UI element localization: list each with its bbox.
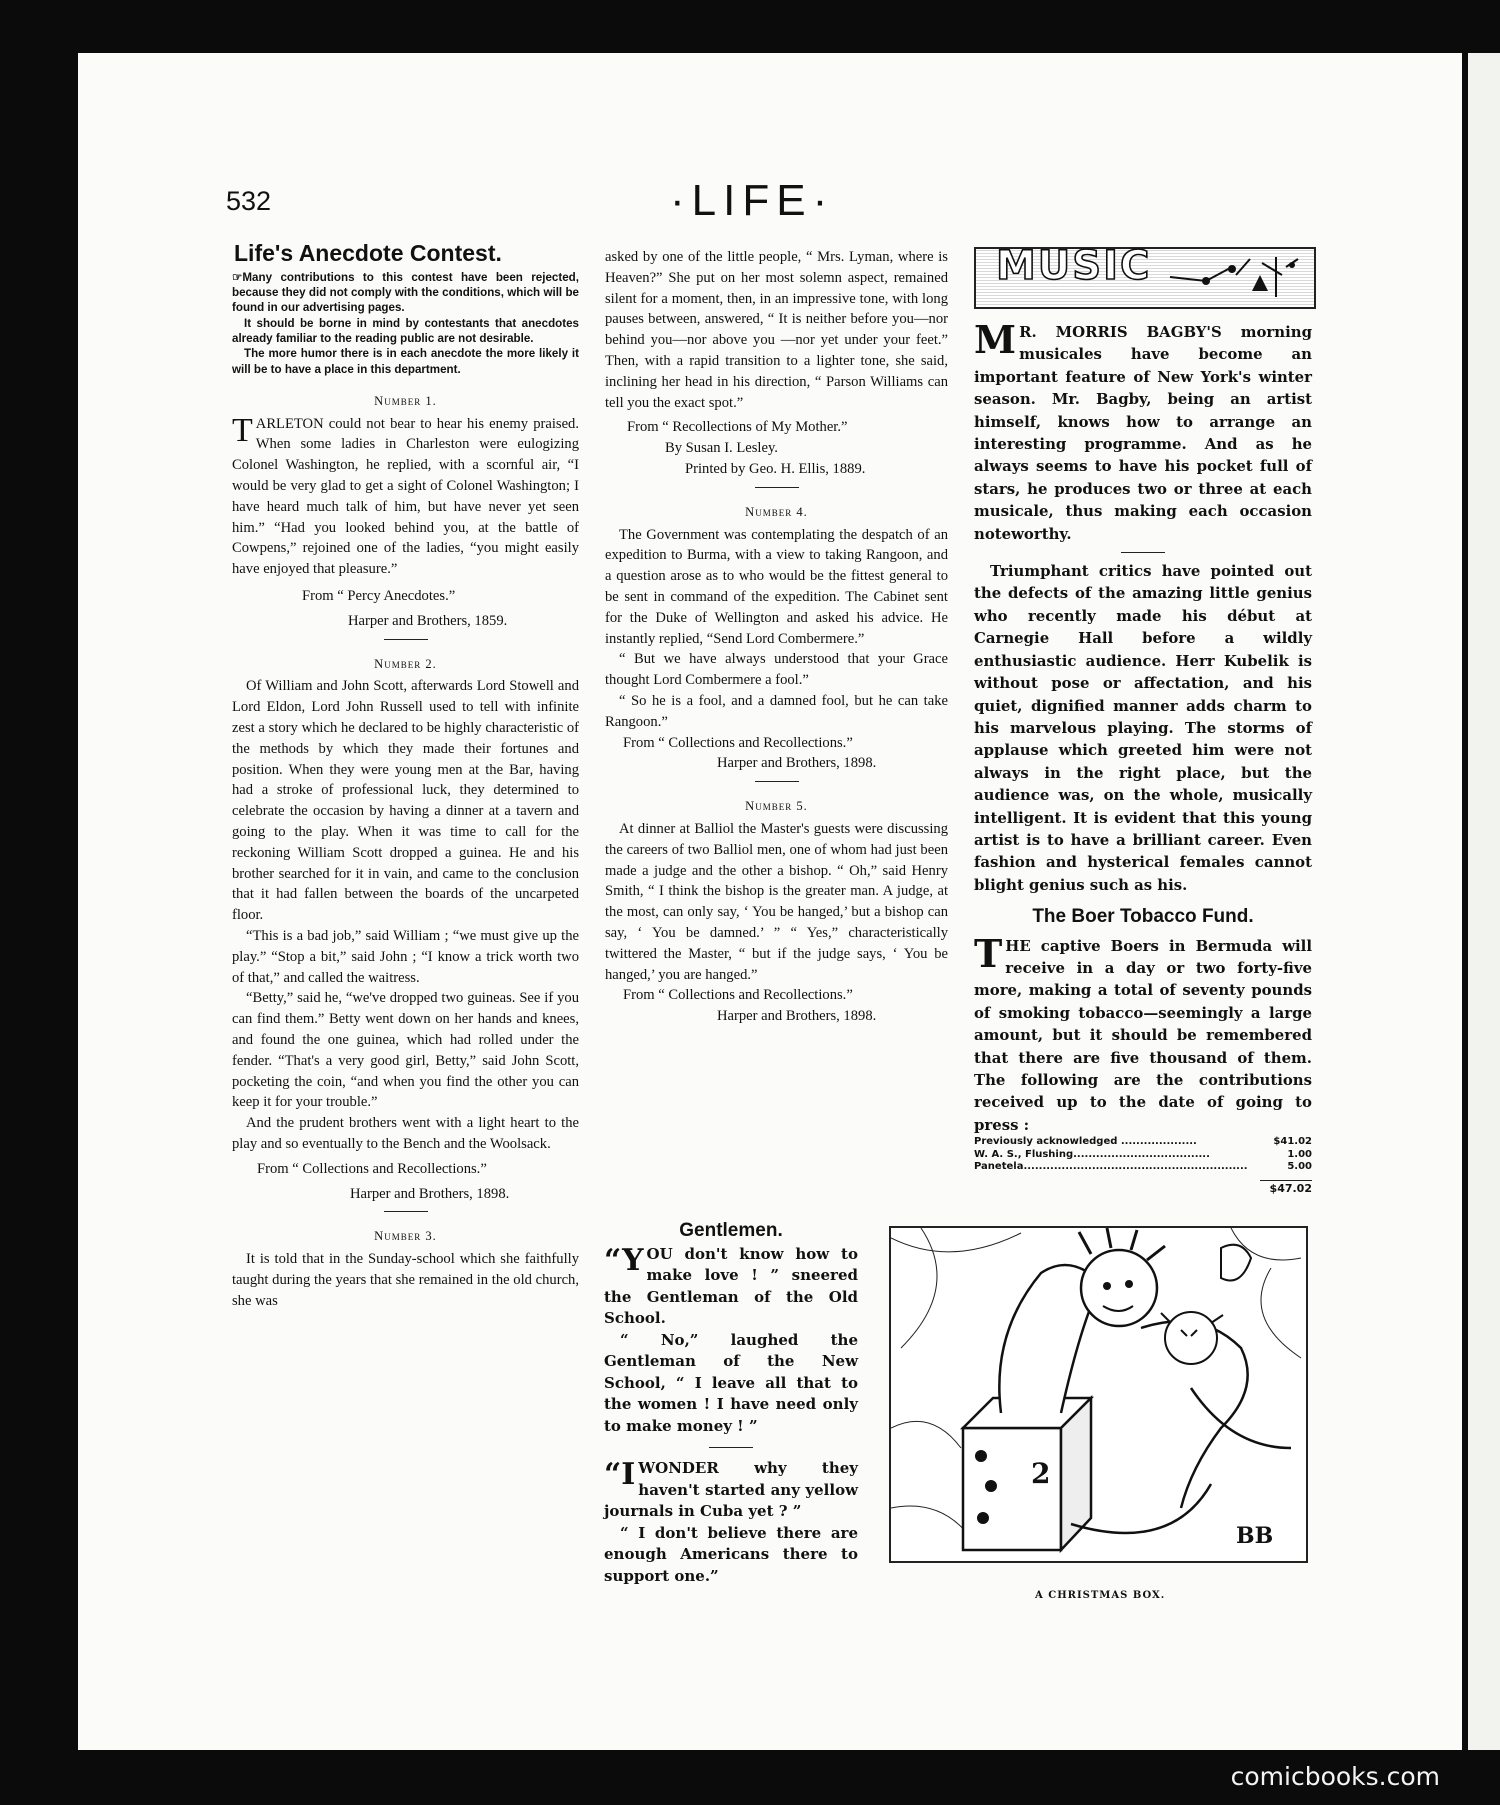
- notice-paragraph: The more humor there is in each anecdote the more likely it will be to have a place in this department.: [232, 347, 579, 376]
- publisher-line: Harper and Brothers, 1859.: [348, 612, 508, 629]
- ledger-amount: 1.00: [1287, 1148, 1312, 1160]
- anecdote-4-paragraph: The Government was contemplating the despatch of an expedition to Burma, with a view to taking Rangoon, and a question arose as to who would be the fittest general to be sent in command of the expedition. The Cabinet sent for the Duke of Wellington and asked his advice. He instantly replied, “Send Lord Combermere.”: [605, 526, 948, 647]
- divider: [709, 1447, 753, 1448]
- cuba-paragraph: [604, 1458, 858, 1523]
- boer-fund-title: The Boer Tobacco Fund.: [1032, 906, 1254, 928]
- anecdote-5-paragraph: At dinner at Balliol the Master's guests were discussing the careers of two Balliol men, one of whom had just been made a judge and the other a bishop. “ Oh,” said Henry Smith, “ I think the bishop is the greater man. A judge, at the most, can only say, ‘ You be hanged,’ but a bishop can say, ‘ You be damned.’ ” “ Yes,” characteristically twittered the Master, “ but if the judge says, ‘ You be hanged,’ you are hanged.”: [605, 820, 948, 983]
- ledger-total: $47.02: [1260, 1180, 1312, 1196]
- anecdote-2-paragraph: “This is a bad job,” said William ; “we must give up the play.” “Stop a bit,” said John ; “I know a trick worth two of that,” and called the waitress.: [232, 928, 579, 986]
- number-3-heading: Number 3.: [374, 1229, 437, 1244]
- anecdote-3-paragraph: It is told that in the Sunday-school which she faithfully taught during the years that she remained in the old church, she was: [232, 1251, 579, 1309]
- anecdote-column-2: [605, 247, 948, 1027]
- music-text: R. MORRIS BAGBY'S morning musicales have become an important feature of New York's winter season. Mr. Bagby, being an artist himself, knows how to arrange an interesting programme. And as he always seems to have his pocket full of stars, he produces two or three at each musicale, thus making each occasion noteworthy.: [974, 323, 1312, 543]
- divider: [755, 781, 799, 782]
- masthead: ·LIFE·: [670, 176, 835, 225]
- cartoon-caption: A CHRISTMAS BOX.: [1035, 1590, 1166, 1601]
- contribution-ledger: [974, 1136, 1312, 1195]
- site-watermark: comicbooks.com: [1230, 1762, 1440, 1791]
- number-1-heading: Number 1.: [374, 393, 437, 408]
- contest-notice: [232, 270, 579, 377]
- number-4-heading: Number 4.: [745, 504, 808, 519]
- notice-paragraph: ☞Many contributions to this contest have been rejected, because they did not comply with the conditions, which will be found in our advertising pages.: [232, 270, 579, 315]
- boer-text: HE captive Boers in Bermuda will receive in a day or two forty-five more, making a total of seventy pounds of smoking tobacco—seemingly a large amount, but it should be remembered that there are five thousand of them. The following are the contributions received up to the date of going to press :: [974, 936, 1312, 1134]
- music-column: [974, 243, 1312, 1195]
- drop-cap: T: [974, 930, 1003, 976]
- cartoon-illustration: [891, 1228, 1306, 1561]
- drop-cap: “Y: [604, 1242, 644, 1278]
- ledger-label: W. A. S., Flushing....................................: [974, 1148, 1210, 1160]
- source-line: From “ Recollections of My Mother.”: [627, 419, 848, 436]
- anecdote-4-paragraph: “ So he is a fool, and a damned fool, but he can take Rangoon.”: [605, 692, 948, 730]
- anecdote-2-paragraph: “Betty,” said he, “we've dropped two guineas. See if you can find them.” Betty went down on her hands and knees, and found the one guinea, which had rolled under the fender. “That's a very good girl, Betty,” said John Scott, pocketing the coin, “and when you find the other you can keep it for your trouble.”: [232, 990, 579, 1111]
- publisher-line: Printed by Geo. H. Ellis, 1889.: [685, 460, 866, 477]
- divider: [755, 487, 799, 488]
- ledger-row: [974, 1136, 1312, 1149]
- ledger-row: [974, 1149, 1312, 1162]
- divider: [384, 639, 428, 640]
- gentlemen-text: OU don't know how to make love ! ” sneered the Gentleman of the Old School.: [604, 1244, 858, 1327]
- gentlemen-title: Gentlemen.: [679, 1220, 783, 1241]
- notice-paragraph: It should be borne in mind by contestants that anecdotes already familiar to the reading public are not desirable.: [232, 316, 579, 345]
- divider: [384, 1211, 428, 1212]
- music-paragraph: Triumphant critics have pointed out the defects of the amazing little genius who recently made his début at Carnegie Hall before a wildly enthusiastic audience. Herr Kubelik is without pose or affectation, and his quiet, dignified manner adds charm to his marvelous playing. The storms of applause which greeted him were not always in the right place, but the audience was, on the whole, musically intelligent. It is evident that this young artist is to have a brilliant career. Even fashion and hysterical females cannot blight genius such as his.: [974, 562, 1312, 894]
- source-line: From “ Collections and Recollections.”: [623, 987, 853, 1004]
- ledger-row: [974, 1161, 1312, 1174]
- anecdote-2-paragraph: And the prudent brothers went with a light heart to the play and so eventually to the Bench and the Woolsack.: [232, 1115, 579, 1152]
- anecdote-1: [232, 411, 579, 580]
- anecdote-4-paragraph: “ But we have always understood that your Grace thought Lord Combermere a fool.”: [605, 651, 948, 689]
- boer-paragraph: [974, 930, 1312, 1137]
- cuba-paragraph: “ I don't believe there are enough Americans there to support one.”: [604, 1523, 858, 1585]
- gentlemen-paragraph: [604, 1244, 858, 1330]
- publisher-line: Harper and Brothers, 1898.: [717, 755, 877, 772]
- cuba-text: WONDER why they haven't started any yellow journals in Cuba yet ? ”: [604, 1459, 858, 1520]
- facing-page-edge: [1468, 53, 1500, 1750]
- anecdote-column-1: [232, 240, 579, 1312]
- ledger-label: Panetela...........................................................: [974, 1161, 1248, 1173]
- publisher-line: Harper and Brothers, 1898.: [717, 1008, 877, 1025]
- music-heading-box: [974, 243, 1316, 309]
- artist-signature: BB: [1236, 1523, 1274, 1549]
- page-number: 532: [226, 186, 272, 216]
- notes-illustration-icon: [1166, 253, 1306, 303]
- drop-cap: T: [232, 411, 253, 449]
- contest-title: Life's Anecdote Contest.: [234, 240, 502, 266]
- author-line: By Susan I. Lesley.: [665, 440, 778, 457]
- anecdote-1-text: ARLETON could not bear to hear his enemy praised. When some ladies in Charleston were eulogizing Colonel Washington, he replied, with a scornful air, “I would be very glad to get a sight of Colonel Washington; I have heard much talk of him, but have never yet seen him.” “Had you looked behind you, at the battle of Cowpens,” rejoined one of the ladies, “you might easily have enjoyed that pleasure.”: [232, 415, 579, 578]
- source-line: From “ Percy Anecdotes.”: [302, 588, 456, 605]
- source-line: From “ Collections and Recollections.”: [623, 734, 853, 751]
- svg-text:2: 2: [1031, 1457, 1051, 1490]
- music-heading: MUSIC: [996, 243, 1152, 289]
- divider: [1121, 552, 1165, 553]
- drop-cap: M: [974, 317, 1017, 362]
- christmas-box-cartoon: [889, 1226, 1308, 1563]
- gentlemen-paragraph: “ No,” laughed the Gentleman of the New School, “ I leave all that to the women ! I have need only to make money ! ”: [604, 1330, 858, 1435]
- ledger-amount: 5.00: [1287, 1161, 1312, 1173]
- anecdote-3-continued: asked by one of the little people, “ Mrs. Lyman, where is Heaven?” She put on her most solemn aspect, remained silent for a moment, then, in an impressive tone, with long pauses between, answered, “ It is neither before you—nor behind you—nor above you —nor yet under your feet.” Then, with a rapid transition to a lighter tone, she said, inclining her head in his direction, “ Parson Williams can tell you the exact spot.”: [605, 249, 948, 411]
- number-2-heading: Number 2.: [374, 656, 437, 671]
- ledger-amount: $41.02: [1273, 1136, 1312, 1148]
- gentlemen-section: [604, 1220, 858, 1587]
- publisher-line: Harper and Brothers, 1898.: [350, 1185, 510, 1202]
- ledger-label: Previously acknowledged ....................: [974, 1136, 1197, 1148]
- source-line: From “ Collections and Recollections.”: [257, 1160, 487, 1177]
- anecdote-2-paragraph: Of William and John Scott, afterwards Lord Stowell and Lord Eldon, Lord John Russell used to tell with infinite zest a story which he declared to be highly characteristic of the methods by which they made their fortunes and position. When they were young men at the Bar, having had a stroke of professional luck, they determined to celebrate the occasion by having a dinner at a tavern and going to the play. When it was time to call for the reckoning William Scott dropped a guinea. He and his brother searched for it in vain, and came to the conclusion that it had fallen between the boards of the uncarpeted floor.: [232, 678, 579, 924]
- music-paragraph: [974, 317, 1312, 545]
- drop-cap: “I: [604, 1457, 636, 1492]
- number-5-heading: Number 5.: [745, 799, 808, 814]
